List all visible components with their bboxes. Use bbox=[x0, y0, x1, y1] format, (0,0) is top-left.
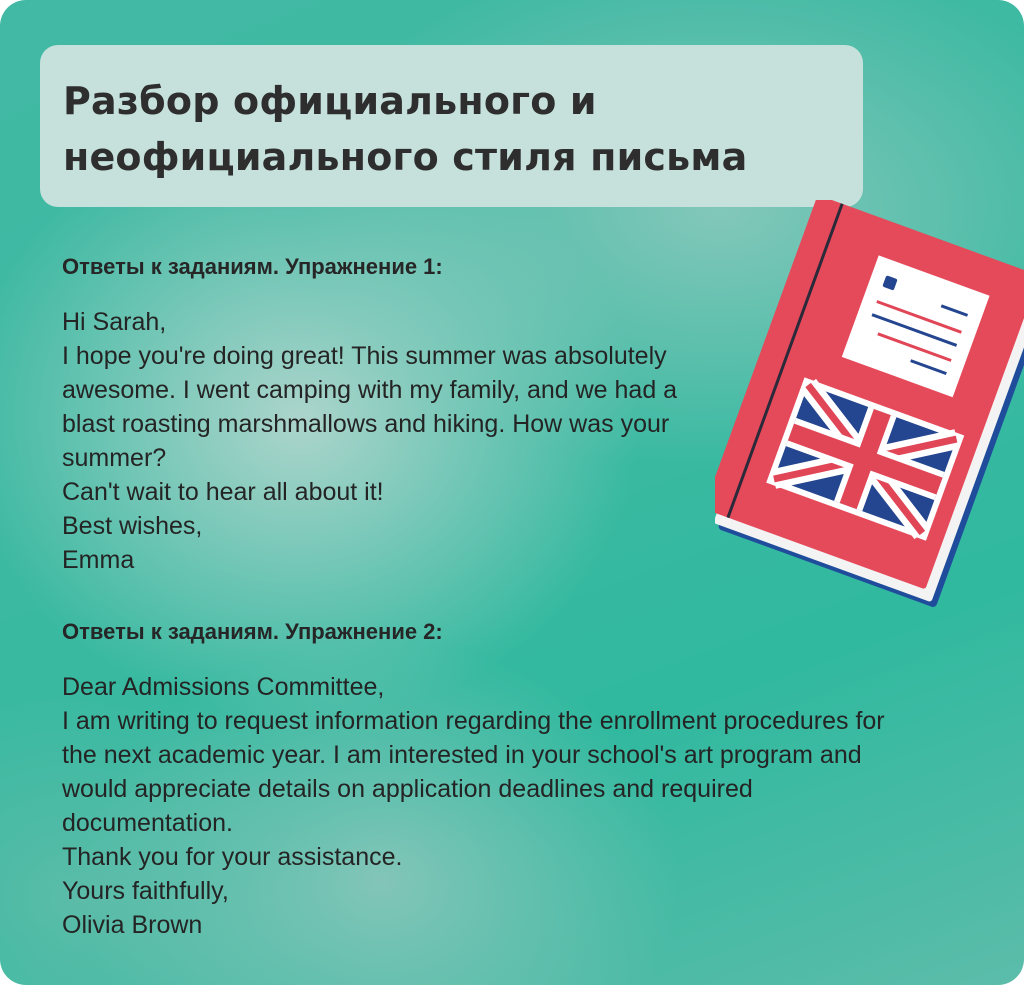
uk-flag-book-icon bbox=[715, 200, 1024, 620]
informal-letter bbox=[62, 305, 742, 577]
letter-line: Hi Sarah, bbox=[62, 308, 167, 336]
letter-line: Yours faithfully, bbox=[62, 877, 229, 905]
title-banner bbox=[40, 45, 863, 207]
letter-line: Best wishes, bbox=[62, 512, 203, 540]
letter-line: blast roasting marshmallows and hiking. How was your bbox=[62, 410, 670, 438]
letter-line: summer? bbox=[62, 444, 167, 472]
letter-line: documentation. bbox=[62, 809, 233, 837]
letter-line: awesome. I went camping with my family, and we had a bbox=[62, 376, 678, 404]
title-line-2: неофициального стиля письма bbox=[63, 135, 748, 179]
exercise-1-heading: Ответы к заданиям. Упражнение 1: bbox=[62, 254, 443, 279]
formal-letter bbox=[62, 670, 992, 942]
letter-line: Can't wait to hear all about it! bbox=[62, 478, 384, 506]
exercise-2-heading: Ответы к заданиям. Упражнение 2: bbox=[62, 619, 443, 644]
title-line-1: Разбор официального и bbox=[63, 79, 597, 123]
page-title bbox=[63, 73, 839, 185]
letter-line: Thank you for your assistance. bbox=[62, 843, 403, 871]
letter-line: I am writing to request information regarding the enrollment procedures for bbox=[62, 707, 885, 735]
letter-line: Emma bbox=[62, 546, 135, 574]
letter-line: I hope you're doing great! This summer was absolutely bbox=[62, 342, 667, 370]
letter-line: Olivia Brown bbox=[62, 911, 203, 939]
letter-line: would appreciate details on application deadlines and required bbox=[62, 775, 753, 803]
letter-line: Dear Admissions Committee, bbox=[62, 673, 385, 701]
letter-line: the next academic year. I am interested in your school's art program and bbox=[62, 741, 862, 769]
